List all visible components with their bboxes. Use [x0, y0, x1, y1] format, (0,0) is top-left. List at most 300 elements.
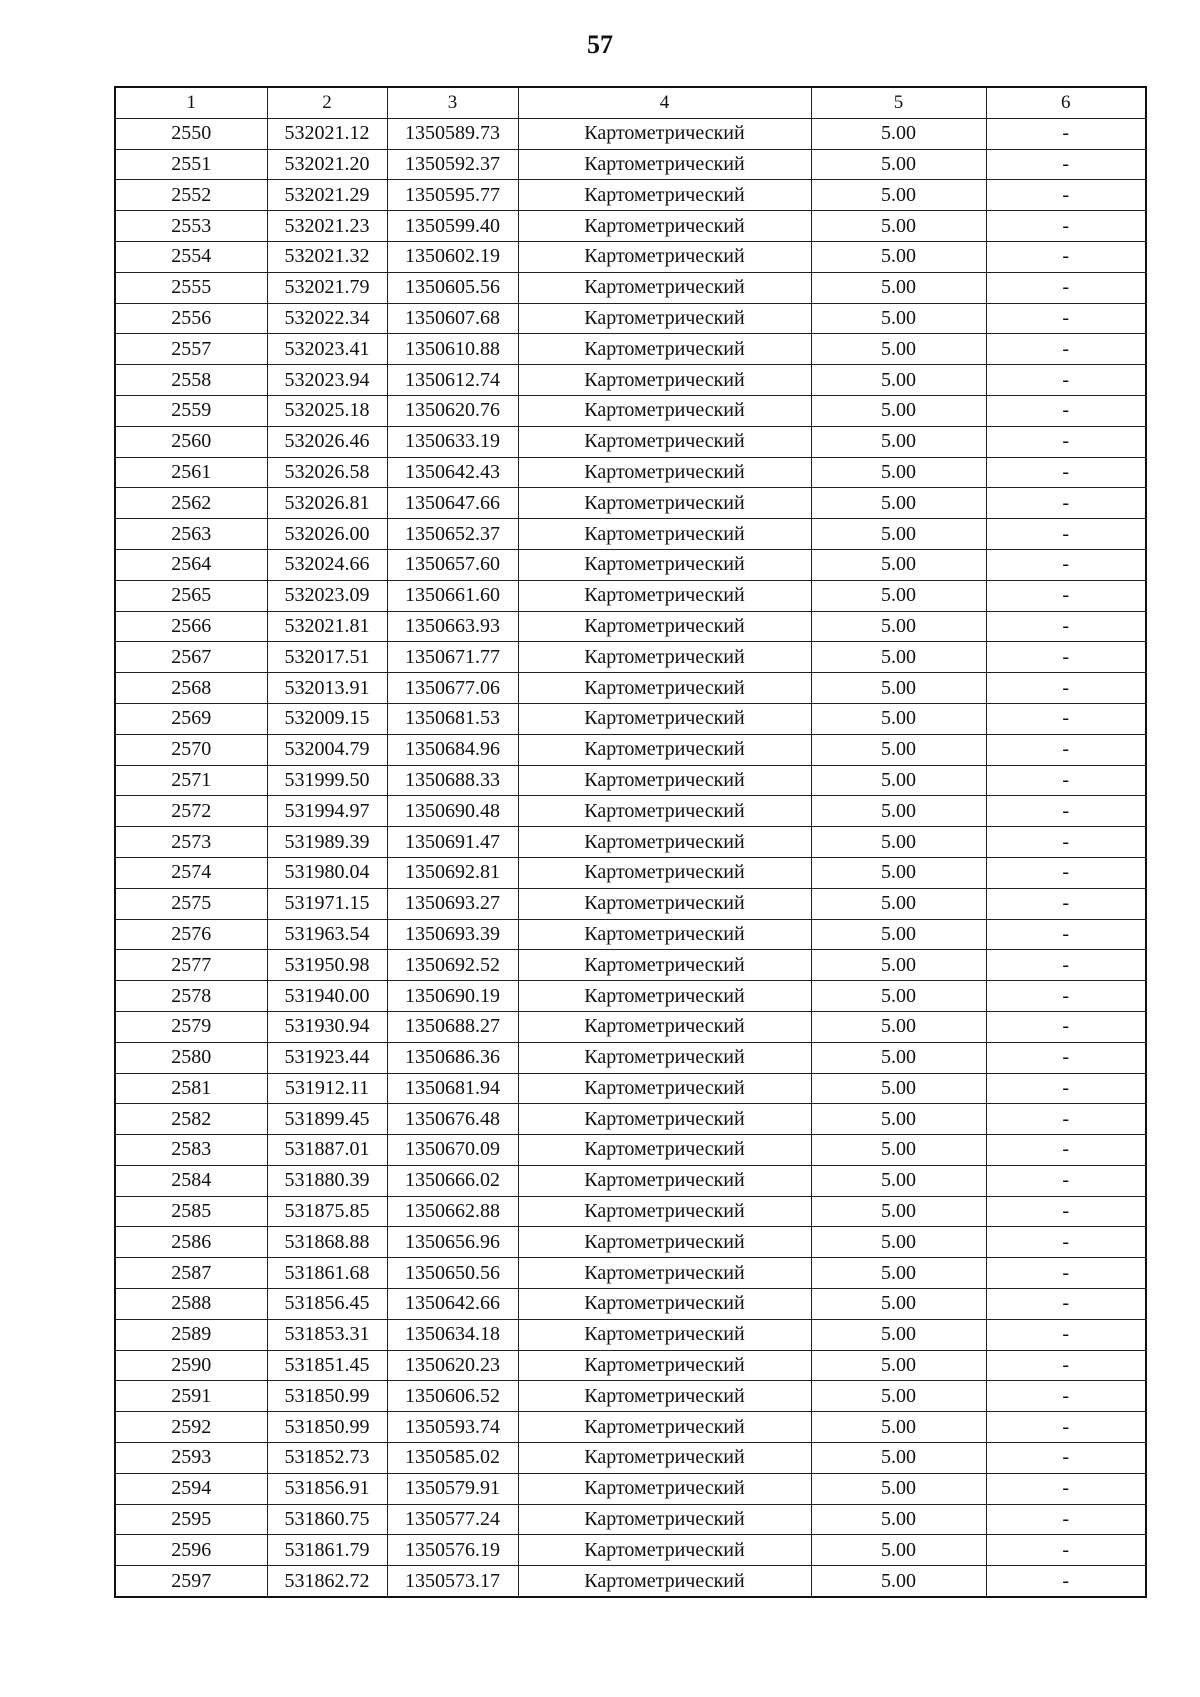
point-number-cell: 2567 [115, 642, 267, 673]
x-coordinate-cell: 531963.54 [267, 919, 387, 950]
method-cell: Картометрический [518, 1011, 811, 1042]
x-coordinate-cell: 531887.01 [267, 1135, 387, 1166]
method-cell: Картометрический [518, 1381, 811, 1412]
x-coordinate-cell: 532021.20 [267, 149, 387, 180]
table-row [115, 457, 1146, 488]
y-coordinate-cell: 1350686.36 [387, 1042, 518, 1073]
x-coordinate-cell: 532023.09 [267, 580, 387, 611]
accuracy-cell: 5.00 [811, 1289, 986, 1320]
accuracy-cell: 5.00 [811, 1258, 986, 1289]
table-row [115, 1443, 1146, 1474]
x-coordinate-cell: 532023.41 [267, 334, 387, 365]
x-coordinate-cell: 531994.97 [267, 796, 387, 827]
accuracy-cell: 5.00 [811, 1011, 986, 1042]
accuracy-cell: 5.00 [811, 611, 986, 642]
point-number-cell: 2597 [115, 1566, 267, 1597]
point-number-cell: 2551 [115, 149, 267, 180]
method-cell: Картометрический [518, 1535, 811, 1566]
point-number-cell: 2578 [115, 981, 267, 1012]
accuracy-cell: 5.00 [811, 981, 986, 1012]
accuracy-cell: 5.00 [811, 1473, 986, 1504]
description-cell: - [986, 1504, 1146, 1535]
y-coordinate-cell: 1350593.74 [387, 1412, 518, 1443]
point-number-cell: 2565 [115, 580, 267, 611]
point-number-cell: 2582 [115, 1104, 267, 1135]
accuracy-cell: 5.00 [811, 1350, 986, 1381]
point-number-cell: 2556 [115, 303, 267, 334]
x-coordinate-cell: 531980.04 [267, 857, 387, 888]
x-coordinate-cell: 532026.81 [267, 488, 387, 519]
y-coordinate-cell: 1350585.02 [387, 1443, 518, 1474]
description-cell: - [986, 303, 1146, 334]
y-coordinate-cell: 1350589.73 [387, 118, 518, 149]
description-cell: - [986, 1104, 1146, 1135]
y-coordinate-cell: 1350656.96 [387, 1227, 518, 1258]
accuracy-cell: 5.00 [811, 950, 986, 981]
description-cell: - [986, 1289, 1146, 1320]
accuracy-cell: 5.00 [811, 1566, 986, 1597]
table-row [115, 1165, 1146, 1196]
point-number-cell: 2559 [115, 395, 267, 426]
x-coordinate-cell: 532021.81 [267, 611, 387, 642]
description-cell: - [986, 1258, 1146, 1289]
table-row [115, 611, 1146, 642]
table-row [115, 703, 1146, 734]
table-row [115, 1227, 1146, 1258]
description-cell: - [986, 611, 1146, 642]
description-cell: - [986, 488, 1146, 519]
point-number-cell: 2557 [115, 334, 267, 365]
x-coordinate-cell: 532004.79 [267, 734, 387, 765]
accuracy-cell: 5.00 [811, 1104, 986, 1135]
x-coordinate-cell: 532024.66 [267, 549, 387, 580]
x-coordinate-cell: 531861.79 [267, 1535, 387, 1566]
accuracy-cell: 5.00 [811, 827, 986, 858]
accuracy-cell: 5.00 [811, 549, 986, 580]
description-cell: - [986, 1227, 1146, 1258]
table-row [115, 334, 1146, 365]
y-coordinate-cell: 1350681.94 [387, 1073, 518, 1104]
accuracy-cell: 5.00 [811, 519, 986, 550]
description-cell: - [986, 642, 1146, 673]
description-cell: - [986, 734, 1146, 765]
x-coordinate-cell: 531852.73 [267, 1443, 387, 1474]
method-cell: Картометрический [518, 1443, 811, 1474]
x-coordinate-cell: 531875.85 [267, 1196, 387, 1227]
description-cell: - [986, 1042, 1146, 1073]
method-cell: Картометрический [518, 211, 811, 242]
table-row [115, 488, 1146, 519]
x-coordinate-cell: 532013.91 [267, 673, 387, 704]
y-coordinate-cell: 1350642.43 [387, 457, 518, 488]
method-cell: Картометрический [518, 1473, 811, 1504]
table-row [115, 827, 1146, 858]
table-row [115, 395, 1146, 426]
y-coordinate-cell: 1350573.17 [387, 1566, 518, 1597]
y-coordinate-cell: 1350647.66 [387, 488, 518, 519]
x-coordinate-cell: 532026.58 [267, 457, 387, 488]
accuracy-cell: 5.00 [811, 488, 986, 519]
method-cell: Картометрический [518, 1227, 811, 1258]
table-row [115, 580, 1146, 611]
description-cell: - [986, 950, 1146, 981]
y-coordinate-cell: 1350693.27 [387, 888, 518, 919]
accuracy-cell: 5.00 [811, 642, 986, 673]
description-cell: - [986, 1566, 1146, 1597]
y-coordinate-cell: 1350663.93 [387, 611, 518, 642]
y-coordinate-cell: 1350642.66 [387, 1289, 518, 1320]
description-cell: - [986, 703, 1146, 734]
method-cell: Картометрический [518, 118, 811, 149]
table-row [115, 241, 1146, 272]
point-number-cell: 2591 [115, 1381, 267, 1412]
y-coordinate-cell: 1350690.48 [387, 796, 518, 827]
method-cell: Картометрический [518, 796, 811, 827]
point-number-cell: 2581 [115, 1073, 267, 1104]
column-header-2: 2 [267, 87, 387, 118]
coordinates-table [114, 86, 1147, 1598]
y-coordinate-cell: 1350612.74 [387, 365, 518, 396]
y-coordinate-cell: 1350606.52 [387, 1381, 518, 1412]
method-cell: Картометрический [518, 734, 811, 765]
y-coordinate-cell: 1350677.06 [387, 673, 518, 704]
description-cell: - [986, 395, 1146, 426]
x-coordinate-cell: 531923.44 [267, 1042, 387, 1073]
accuracy-cell: 5.00 [811, 457, 986, 488]
point-number-cell: 2583 [115, 1135, 267, 1166]
method-cell: Картометрический [518, 180, 811, 211]
table-row [115, 765, 1146, 796]
method-cell: Картометрический [518, 149, 811, 180]
x-coordinate-cell: 531856.45 [267, 1289, 387, 1320]
accuracy-cell: 5.00 [811, 765, 986, 796]
x-coordinate-cell: 532009.15 [267, 703, 387, 734]
table-row [115, 1258, 1146, 1289]
description-cell: - [986, 149, 1146, 180]
method-cell: Картометрический [518, 1073, 811, 1104]
method-cell: Картометрический [518, 642, 811, 673]
table-row [115, 1412, 1146, 1443]
description-cell: - [986, 580, 1146, 611]
point-number-cell: 2571 [115, 765, 267, 796]
table-row [115, 1504, 1146, 1535]
point-number-cell: 2570 [115, 734, 267, 765]
x-coordinate-cell: 532021.79 [267, 272, 387, 303]
method-cell: Картометрический [518, 241, 811, 272]
description-cell: - [986, 765, 1146, 796]
x-coordinate-cell: 531860.75 [267, 1504, 387, 1535]
accuracy-cell: 5.00 [811, 365, 986, 396]
description-cell: - [986, 1165, 1146, 1196]
accuracy-cell: 5.00 [811, 703, 986, 734]
x-coordinate-cell: 531850.99 [267, 1412, 387, 1443]
table-row [115, 180, 1146, 211]
table-row [115, 1104, 1146, 1135]
description-cell: - [986, 1319, 1146, 1350]
y-coordinate-cell: 1350579.91 [387, 1473, 518, 1504]
x-coordinate-cell: 532025.18 [267, 395, 387, 426]
x-coordinate-cell: 531899.45 [267, 1104, 387, 1135]
description-cell: - [986, 1412, 1146, 1443]
accuracy-cell: 5.00 [811, 919, 986, 950]
accuracy-cell: 5.00 [811, 1165, 986, 1196]
table-row [115, 673, 1146, 704]
description-cell: - [986, 519, 1146, 550]
table-row [115, 1011, 1146, 1042]
accuracy-cell: 5.00 [811, 734, 986, 765]
table-row [115, 1073, 1146, 1104]
description-cell: - [986, 1196, 1146, 1227]
description-cell: - [986, 334, 1146, 365]
table-row [115, 1535, 1146, 1566]
accuracy-cell: 5.00 [811, 334, 986, 365]
method-cell: Картометрический [518, 272, 811, 303]
point-number-cell: 2574 [115, 857, 267, 888]
x-coordinate-cell: 532021.32 [267, 241, 387, 272]
y-coordinate-cell: 1350688.33 [387, 765, 518, 796]
y-coordinate-cell: 1350595.77 [387, 180, 518, 211]
description-cell: - [986, 1381, 1146, 1412]
description-cell: - [986, 211, 1146, 242]
method-cell: Картометрический [518, 580, 811, 611]
method-cell: Картометрический [518, 303, 811, 334]
table-row [115, 118, 1146, 149]
x-coordinate-cell: 532026.00 [267, 519, 387, 550]
x-coordinate-cell: 532023.94 [267, 365, 387, 396]
point-number-cell: 2596 [115, 1535, 267, 1566]
accuracy-cell: 5.00 [811, 180, 986, 211]
method-cell: Картометрический [518, 1412, 811, 1443]
y-coordinate-cell: 1350693.39 [387, 919, 518, 950]
point-number-cell: 2573 [115, 827, 267, 858]
point-number-cell: 2579 [115, 1011, 267, 1042]
description-cell: - [986, 888, 1146, 919]
table-row [115, 272, 1146, 303]
description-cell: - [986, 365, 1146, 396]
point-number-cell: 2554 [115, 241, 267, 272]
y-coordinate-cell: 1350676.48 [387, 1104, 518, 1135]
accuracy-cell: 5.00 [811, 857, 986, 888]
accuracy-cell: 5.00 [811, 1443, 986, 1474]
y-coordinate-cell: 1350688.27 [387, 1011, 518, 1042]
method-cell: Картометрический [518, 1504, 811, 1535]
method-cell: Картометрический [518, 1350, 811, 1381]
table-row [115, 1196, 1146, 1227]
x-coordinate-cell: 532021.23 [267, 211, 387, 242]
method-cell: Картометрический [518, 703, 811, 734]
accuracy-cell: 5.00 [811, 580, 986, 611]
point-number-cell: 2584 [115, 1165, 267, 1196]
table-row [115, 426, 1146, 457]
y-coordinate-cell: 1350666.02 [387, 1165, 518, 1196]
method-cell: Картометрический [518, 488, 811, 519]
x-coordinate-cell: 531853.31 [267, 1319, 387, 1350]
x-coordinate-cell: 531856.91 [267, 1473, 387, 1504]
description-cell: - [986, 1073, 1146, 1104]
y-coordinate-cell: 1350577.24 [387, 1504, 518, 1535]
point-number-cell: 2576 [115, 919, 267, 950]
method-cell: Картометрический [518, 1135, 811, 1166]
description-cell: - [986, 1135, 1146, 1166]
table-row [115, 950, 1146, 981]
y-coordinate-cell: 1350690.19 [387, 981, 518, 1012]
description-cell: - [986, 1535, 1146, 1566]
y-coordinate-cell: 1350633.19 [387, 426, 518, 457]
table-row [115, 303, 1146, 334]
x-coordinate-cell: 532021.12 [267, 118, 387, 149]
method-cell: Картометрический [518, 950, 811, 981]
method-cell: Картометрический [518, 611, 811, 642]
point-number-cell: 2566 [115, 611, 267, 642]
x-coordinate-cell: 531930.94 [267, 1011, 387, 1042]
description-cell: - [986, 118, 1146, 149]
y-coordinate-cell: 1350592.37 [387, 149, 518, 180]
point-number-cell: 2561 [115, 457, 267, 488]
point-number-cell: 2589 [115, 1319, 267, 1350]
table-row [115, 981, 1146, 1012]
point-number-cell: 2572 [115, 796, 267, 827]
table-row [115, 919, 1146, 950]
table-row [115, 857, 1146, 888]
x-coordinate-cell: 531989.39 [267, 827, 387, 858]
point-number-cell: 2552 [115, 180, 267, 211]
x-coordinate-cell: 531862.72 [267, 1566, 387, 1597]
point-number-cell: 2553 [115, 211, 267, 242]
x-coordinate-cell: 531950.98 [267, 950, 387, 981]
accuracy-cell: 5.00 [811, 149, 986, 180]
column-header-4: 4 [518, 87, 811, 118]
y-coordinate-cell: 1350576.19 [387, 1535, 518, 1566]
description-cell: - [986, 673, 1146, 704]
point-number-cell: 2550 [115, 118, 267, 149]
point-number-cell: 2562 [115, 488, 267, 519]
x-coordinate-cell: 532021.29 [267, 180, 387, 211]
method-cell: Картометрический [518, 765, 811, 796]
method-cell: Картометрический [518, 827, 811, 858]
point-number-cell: 2592 [115, 1412, 267, 1443]
point-number-cell: 2555 [115, 272, 267, 303]
method-cell: Картометрический [518, 426, 811, 457]
x-coordinate-cell: 531999.50 [267, 765, 387, 796]
point-number-cell: 2593 [115, 1443, 267, 1474]
y-coordinate-cell: 1350661.60 [387, 580, 518, 611]
accuracy-cell: 5.00 [811, 1412, 986, 1443]
description-cell: - [986, 180, 1146, 211]
accuracy-cell: 5.00 [811, 1042, 986, 1073]
table-row [115, 211, 1146, 242]
accuracy-cell: 5.00 [811, 1073, 986, 1104]
accuracy-cell: 5.00 [811, 211, 986, 242]
point-number-cell: 2585 [115, 1196, 267, 1227]
table-body [115, 118, 1146, 1597]
point-number-cell: 2569 [115, 703, 267, 734]
description-cell: - [986, 272, 1146, 303]
table-row [115, 642, 1146, 673]
y-coordinate-cell: 1350650.56 [387, 1258, 518, 1289]
method-cell: Картометрический [518, 1258, 811, 1289]
description-cell: - [986, 796, 1146, 827]
column-header-1: 1 [115, 87, 267, 118]
point-number-cell: 2594 [115, 1473, 267, 1504]
y-coordinate-cell: 1350605.56 [387, 272, 518, 303]
table-row [115, 888, 1146, 919]
x-coordinate-cell: 531971.15 [267, 888, 387, 919]
y-coordinate-cell: 1350634.18 [387, 1319, 518, 1350]
table-row [115, 149, 1146, 180]
method-cell: Картометрический [518, 1319, 811, 1350]
accuracy-cell: 5.00 [811, 1135, 986, 1166]
method-cell: Картометрический [518, 919, 811, 950]
table-row [115, 365, 1146, 396]
method-cell: Картометрический [518, 549, 811, 580]
table-row [115, 1319, 1146, 1350]
point-number-cell: 2558 [115, 365, 267, 396]
table-row [115, 1289, 1146, 1320]
y-coordinate-cell: 1350670.09 [387, 1135, 518, 1166]
accuracy-cell: 5.00 [811, 1381, 986, 1412]
y-coordinate-cell: 1350692.81 [387, 857, 518, 888]
method-cell: Картометрический [518, 1196, 811, 1227]
description-cell: - [986, 241, 1146, 272]
x-coordinate-cell: 531861.68 [267, 1258, 387, 1289]
method-cell: Картометрический [518, 981, 811, 1012]
description-cell: - [986, 981, 1146, 1012]
accuracy-cell: 5.00 [811, 888, 986, 919]
point-number-cell: 2595 [115, 1504, 267, 1535]
y-coordinate-cell: 1350662.88 [387, 1196, 518, 1227]
y-coordinate-cell: 1350610.88 [387, 334, 518, 365]
description-cell: - [986, 919, 1146, 950]
x-coordinate-cell: 532017.51 [267, 642, 387, 673]
method-cell: Картометрический [518, 395, 811, 426]
description-cell: - [986, 549, 1146, 580]
method-cell: Картометрический [518, 1289, 811, 1320]
y-coordinate-cell: 1350602.19 [387, 241, 518, 272]
x-coordinate-cell: 531880.39 [267, 1165, 387, 1196]
point-number-cell: 2577 [115, 950, 267, 981]
accuracy-cell: 5.00 [811, 118, 986, 149]
accuracy-cell: 5.00 [811, 241, 986, 272]
accuracy-cell: 5.00 [811, 426, 986, 457]
y-coordinate-cell: 1350607.68 [387, 303, 518, 334]
description-cell: - [986, 1443, 1146, 1474]
accuracy-cell: 5.00 [811, 395, 986, 426]
y-coordinate-cell: 1350671.77 [387, 642, 518, 673]
y-coordinate-cell: 1350657.60 [387, 549, 518, 580]
y-coordinate-cell: 1350599.40 [387, 211, 518, 242]
y-coordinate-cell: 1350691.47 [387, 827, 518, 858]
description-cell: - [986, 1350, 1146, 1381]
point-number-cell: 2586 [115, 1227, 267, 1258]
x-coordinate-cell: 531940.00 [267, 981, 387, 1012]
accuracy-cell: 5.00 [811, 796, 986, 827]
x-coordinate-cell: 532026.46 [267, 426, 387, 457]
point-number-cell: 2588 [115, 1289, 267, 1320]
column-header-3: 3 [387, 87, 518, 118]
table-row [115, 549, 1146, 580]
y-coordinate-cell: 1350684.96 [387, 734, 518, 765]
method-cell: Картометрический [518, 1104, 811, 1135]
x-coordinate-cell: 531850.99 [267, 1381, 387, 1412]
method-cell: Картометрический [518, 365, 811, 396]
point-number-cell: 2568 [115, 673, 267, 704]
point-number-cell: 2564 [115, 549, 267, 580]
x-coordinate-cell: 532022.34 [267, 303, 387, 334]
method-cell: Картометрический [518, 1042, 811, 1073]
column-header-6: 6 [986, 87, 1146, 118]
description-cell: - [986, 426, 1146, 457]
description-cell: - [986, 1473, 1146, 1504]
